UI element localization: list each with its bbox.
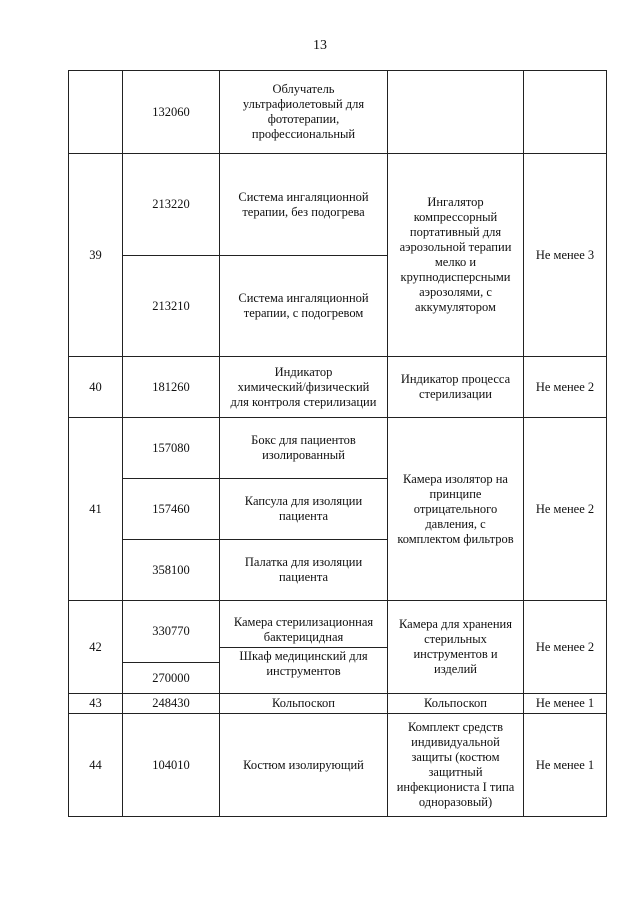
item-description: Комплект средств индивидуальной защиты (костюм защитный инфекциониста I типа одноразовый) bbox=[388, 714, 524, 817]
item-name: Бокс для пациентов изолированный bbox=[220, 418, 388, 479]
row-number: 44 bbox=[69, 714, 123, 817]
item-description: Ингалятор компрессорный портативный для аэрозольной терапии мелко и крупнодисперсными аэрозолями, с аккумулятором bbox=[388, 154, 524, 357]
item-quantity: Не менее 2 bbox=[524, 418, 607, 601]
item-code: 248430 bbox=[123, 694, 220, 714]
item-code: 157080 bbox=[123, 418, 220, 479]
item-code: 330770 bbox=[123, 601, 220, 663]
item-name: Палатка для изоляции пациента bbox=[220, 540, 388, 601]
item-name-b: Шкаф медицинский для инструментов bbox=[239, 649, 368, 678]
item-name: Облучатель ультрафиолетовый для фототерапии, профессиональный bbox=[220, 71, 388, 154]
item-code: 213210 bbox=[123, 256, 220, 357]
item-description: Камера изолятор на принципе отрицательного давления, с комплектом фильтров bbox=[388, 418, 524, 601]
item-description: Индикатор процесса стерилизации bbox=[388, 357, 524, 418]
item-code: 181260 bbox=[123, 357, 220, 418]
item-code: 157460 bbox=[123, 479, 220, 540]
item-name bbox=[220, 601, 388, 694]
table-row bbox=[69, 418, 607, 479]
item-quantity: Не менее 2 bbox=[524, 601, 607, 694]
row-number: 41 bbox=[69, 418, 123, 601]
row-number: 39 bbox=[69, 154, 123, 357]
item-name-a: Камера стерилизационная бактерицидная bbox=[233, 615, 374, 644]
item-name: Индикатор химический/физический для контроля стерилизации bbox=[220, 357, 388, 418]
item-code: 270000 bbox=[123, 663, 220, 694]
item-name: Костюм изолирующий bbox=[220, 714, 388, 817]
item-name: Система ингаляционной терапии, с подогревом bbox=[220, 256, 388, 357]
item-quantity: Не менее 1 bbox=[524, 714, 607, 817]
item-description: Камера для хранения стерильных инструментов и изделий bbox=[388, 601, 524, 694]
row-number: 40 bbox=[69, 357, 123, 418]
item-code: 104010 bbox=[123, 714, 220, 817]
item-description: Кольпоскоп bbox=[388, 694, 524, 714]
item-description bbox=[388, 71, 524, 154]
table-row bbox=[69, 71, 607, 154]
item-code: 213220 bbox=[123, 154, 220, 256]
item-code: 132060 bbox=[123, 71, 220, 154]
table-row bbox=[69, 601, 607, 663]
table-row bbox=[69, 714, 607, 817]
row-number bbox=[69, 71, 123, 154]
item-code: 358100 bbox=[123, 540, 220, 601]
item-quantity: Не менее 2 bbox=[524, 357, 607, 418]
item-quantity: Не менее 3 bbox=[524, 154, 607, 357]
table-row bbox=[69, 357, 607, 418]
row-number: 43 bbox=[69, 694, 123, 714]
item-quantity: Не менее 1 bbox=[524, 694, 607, 714]
item-name: Капсула для изоляции пациента bbox=[220, 479, 388, 540]
item-name: Кольпоскоп bbox=[220, 694, 388, 714]
equipment-table bbox=[68, 70, 607, 817]
table-row bbox=[69, 694, 607, 714]
row-number: 42 bbox=[69, 601, 123, 694]
item-quantity bbox=[524, 71, 607, 154]
page-number: 13 bbox=[313, 38, 327, 53]
item-name: Система ингаляционной терапии, без подогрева bbox=[220, 154, 388, 256]
table-row bbox=[69, 154, 607, 256]
